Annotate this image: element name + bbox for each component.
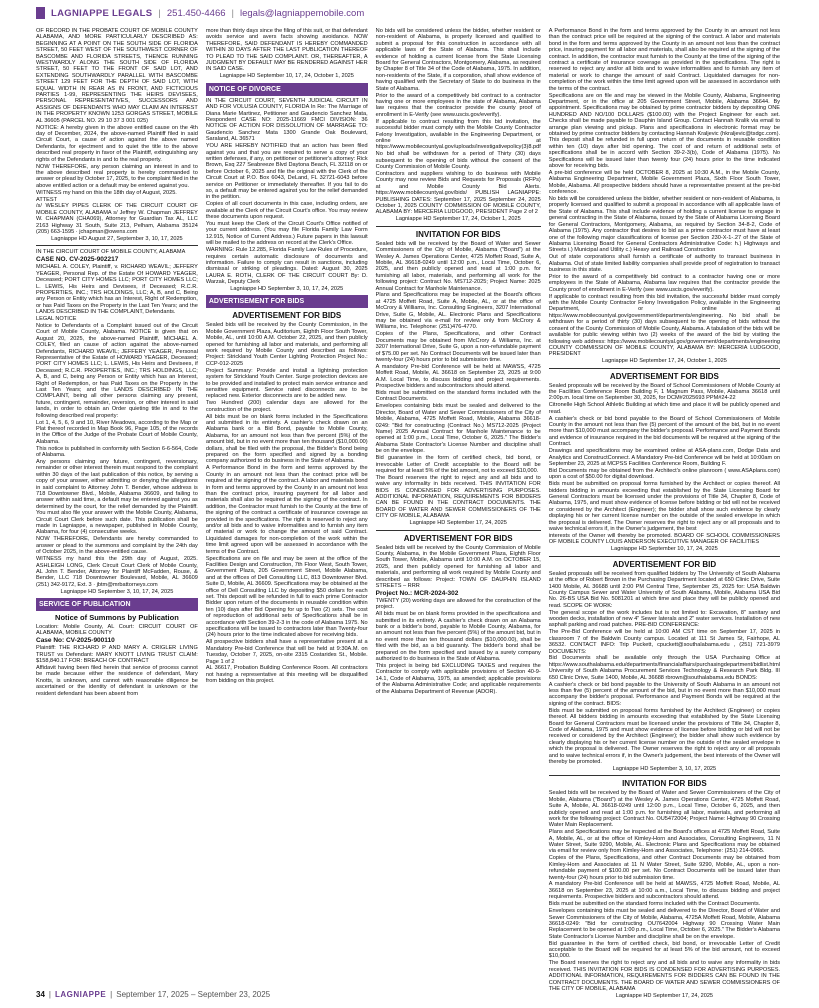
- column-4: [549, 28, 780, 1000]
- legal-paragraph: MICHAEL A. COLEY, Plaintiff, v. RICHARD WEAVIL; JEFFERY YEAGER, Personal Rep. of the Estate Of HOWARD YEAGER, Deceased; PORT CITY HOMES LLC; PORT CITY HOMES LLC; L. LEWIS, His Heirs and Devisees, if Deceased; R.C.R. PROPERTIES, INC.; TRS HOLDINGS, LLC; A, B, and C, Being any Person or Entity which has an Interest, Right of Redemption, or has Paid Taxes on the Property in the Last Ten Years; and the LANDS DESCRIBED IN THE COMPLAINT, Defendants.: [36, 264, 198, 316]
- divider: |: [231, 7, 234, 19]
- page-header: [36, 6, 780, 20]
- legal-paragraph: Plaintiff: THE RICHARD P AND MARY A. CRIGLER LIVING TRUST vs Defendant: MARY KNOTT LIVING TRUST CLAIM: $158,840.17 FOR: BREACH OF CONTRACT: [36, 645, 198, 665]
- notice-heading: INVITATION FOR BIDS: [622, 779, 707, 789]
- legal-paragraph: Bid guarantee in the form of certified check, bid bond, or irrevocable Letter of Credit acceptable to the Board will be required for at least 5% of the bid amount, not to exceed $10,000.: [548, 940, 780, 960]
- court-name: IN THE CIRCUIT COURT OF MOBILE COUNTY, ALABAMA: [36, 249, 186, 256]
- publication-dates: Lagniappe HD September 3, 10, 17, 24, 2025: [60, 588, 174, 595]
- publication-dates: Lagniappe HD August 27, September 3, 10, 17, 2025: [51, 236, 183, 242]
- legal-paragraph: A Performance Bond in the form and terms approved by the County in an amount not less than the contract price will be required at the signing of the contract. A labor and materials bond in form and terms approved by the County in an amount not less than the contract price, insuring payment for all labor and materials shall also be required at the signing of the contract. In addition, the Contractor must furnish to the County at the time of the signing of the contract a certificate of insurance coverage as provided in the specifications. The right is reserved to reject any and/or all bids and to waive informalities and to furnish any item of material or work to change the amount of said Contract. Liquidated damages for non-completion of the work within the time limit agreed upon will be assessed in accordance with the terms of the Contract.: [205, 465, 368, 555]
- column-3: [376, 28, 541, 1000]
- legal-paragraph: NOTICE: A hereby given in the above entitled cause on the 4th day of December, 2024, the above-named Plaintiff filed in said Circuit Court, a cause of action against the above named Defendants, for ejectment and to quiet the title to the above described real property in favor of the Plaintiff, extinguishing any rights of the Defendants in and to the real property.: [36, 124, 198, 163]
- publication-dates: Lagniappe HD September 17, 24, 2025: [615, 992, 714, 999]
- legal-paragraph: Notice to Defendants of a Complaint issued out of the Circuit Court of Mobile County, Alabama. NOTICE is given that on August 20, 2025, the above-named Plaintiff, MICHAEL A. COLEY, filed an cause of action against the above-named Defendants, RICHARD WEAVIL; JEFFERY YEAGER, Personal Representative of the Estate of HOWARD YEAGER, Deceased; PORT CITY HOMES LLC; L. LEWIS, His Heirs and Devisees, if Deceased; R.C.R. PROPERTIES, INC.; TRS HOLDINGS, LLC; A, B, and C, being any Person or Entity which has an Interest, Right of Redemption, or has Paid Taxes on the Property in the Last Ten Years; and the LANDS DESCRIBED IN THE COMPLAINT, being all other persons claiming any present, future, contingent, remainder, reversion, or other interest in said lands, in order to obtain an Order quieting title in and to the following described real property:: [36, 322, 198, 419]
- legal-paragraph: more than thirty days since the filing of this suit, or that defendant avoids service and avers facts showing avoidance. NOW THEREFORE, SAID DEFENDANT IS HEREBY COMMANDED WITHIN 30 DAYS AFTER THE LAST PUBLICATION THEREOF TO PLEAD TO THE SAID COMPLAINT. OR, THEREAFTER, A JUDGMENT BY DEFAULT MAY BE RENDERED AGAINST HER IN SAID CASE.: [205, 28, 368, 73]
- divider: |: [110, 990, 113, 999]
- legal-paragraph: WITNESS my hand this the 29th day of August, 2025. ASHLEIGH LONG, Clerk Circuit Court Clerk of Mobile County, AL John T. Bender, Attorney for Plaintiff McFadden, Rouse, & Bender, LLC 718 Downtowner Boulevard, Mobile, AL 36609 (251) 342-9172, Ext. 3 · jbtm@mrbattorneys.com: [36, 556, 198, 588]
- legal-paragraph: Any persons claiming any future, contingent, reversionary, remainder or other interest therein must respond to the complaint within 30 days of the last publication of this notice, by serving a copy of your answer, either admitting or denying the allegations in said complaint to Attorney John T. Bender, whose address is 718 Downtowner Blvd., Mobile, Alabama 36609, and failing to answer within said time, a default may be entered against you as determined by the court, for the relief demanded by the Plaintiff. You must also file your answer with the Mobile County, Alabama, Circuit Court Clerk before such date. This publication shall be made in Lagniappe, a newspaper, published in Mobile County, Alabama, for four (4) consecutive weeks.: [36, 459, 198, 536]
- legal-paragraph: Sealed bids will be received by the County Commission of Mobile County, Alabama, in the Mobile Government Plaza, Eighth Floor South Tower, Mobile, Alabama until 10:00 A.M. on OCTOBER 15, 2025, and then publicly opened for furnishing all labor and materials, and performing all work required by Mobile County and described as follows: Project: TOWN OF DAUPHIN ISLAND STREETS – RRR: [375, 544, 541, 589]
- publication-dates: Lagniappe HD September 3, 10, 17, 24, 2025: [230, 286, 344, 293]
- legal-paragraph: Specifications are on file and may be viewed in the Mobile County, Alabama, Engineering Department, or in the office at 205 Government Street, Mobile, Alabama 36644. By appointment. Specifications may be obtained by prime contractor bidders by depositing ONE HUNDRED AND NO/100 DOLLARS ($100.00) with the Project Engineer for each set. Checks shall be made payable to Dauphin Island Group. Contact Hannah Kralik via email to arrange plan viewing and pickup. Plans and specifications in electronic format may be obtained by prime contractor bidders by contacting Hannah Kraljevic (hkraljevic@tsdgc.com). This deposit shall be refunded in full upon return of the documents in reusable condition within ten (10) days after bid opening. The cost of and return of additional sets of specifications shall be in accord with Section 39-2-3(b), Code of Alabama (1975). No Specifications will be issued later than twenty four (24) hours prior to the time indicated above for receiving bids.: [548, 92, 780, 170]
- divider: |: [48, 990, 51, 999]
- legal-paragraph: OF RECORD IN THE PROBATE COURT OF MOBILE COUNTY ALABAMA, AND MORE PARTICULARLY DESCRIBED AS: BEGINNING AT A POINT ON THE SOUTH SIDE OF FLORIDA STREET, 50 FEET WEST OF THE SOUTHWEST CORNER OF BASCOMBE AND FLORIDA STREETS, THENCE RUNNING WESTWARDLY ALONG THE SOUTH SIDE OF FLORIDA STREET, 50 FEET TO THE FRONT OF SAID LOT, AND EXTENDING SOUTHWARDLY PARALLEL WITH BASCOMBE STREET 129 FEET FOR THE DEPTH OF SAID LOT, WITH EQUAL WIDTH IN REAR AS IN FRONT, AND FICTICIOUS PARTIES 1-99, REPRESENTING THE HEIRS DEVISEES, PERSONAL REPRESENTATIVES, SUCCESSORS AND ASSIGNS OF DEFENDANTS WHO MAY CLAIM AN INTEREST IN THE PROPERTY KNOWN 1253 GORGAS STREET, MOBILE AL 36605 (PARCEL NO. 29 10 37 3 001 025): [36, 28, 198, 124]
- legal-paragraph: A Performance Bond in the form and terms approved by the County in an amount not less than the contract price will be required at the signing of the contract. A labor and materials bond in the form and terms approved by the County in an amount not less than the contract price, insuring payment for all labor and materials, shall also be required at the signing of the contract. In addition, the contractor must furnish to the County at the time of the signing of the contract a certificate of insurance coverage as provided in the specifications. The right is reserved to reject any and/or all bids and to waive informalities and to furnish any item of material or work to change the amount of said Contract. Liquidated damages for non-completion of the work within the time limit agreed upon will be assessed in accordance with the terms of the contract.: [548, 28, 780, 92]
- legal-paragraph: No bid shall be withdrawn for a period of Thirty (30) days subsequent to the opening of bids without the consent of the County Commission of Mobile County.: [375, 151, 541, 171]
- legal-paragraph: Citronelle High School Athletic Building at which time and place it will be publicly opened and read.: [548, 402, 780, 415]
- legal-paragraph: No bids will be considered unless the bidder, whether resident or non-resident of Alabama, is properly licensed and qualified to submit a proposal in accordance with all applicable laws of the State of Alabama. This shall include evidence of holding a current license to engage in general contracting in the State of Alabama, issued by the State of Alabama Licensing Board for General Contractors, Montgomery, Alabama, as required by Section 34-8-2, Code of Alabama (1975). Any contractor that desires to bid as a prime contractor must have at least one of the following major classifications of license per Section 230-X-1-.27 of the State of Alabama Licensing Board for General Contractors Administrative Code: h.) Highways and Streets i.) Municipal and Utility c.) Heavy and Railroad Construction: [548, 196, 780, 254]
- legal-paragraph: This notice is published in conformity with Section 6-6-564, Code of Alabama.: [36, 445, 198, 459]
- legal-paragraph: If applicable to contract resulting from this bid invitation, the successful bidder must comply with the Mobile County Contractor Felony Investigation, available in the Engineering Department, or online at https://www.mobilecountyal.gov/uploads/investigativepolicy(3)8.pdf: [375, 118, 541, 151]
- divider: |: [158, 7, 161, 19]
- legal-paragraph: All bids must be on blank forms provided in the specifications and submitted in its entirety. A cashier's check drawn on an Alabama bank or a bidder's bond, payable to Mobile County, Alabama, for an amount not less than five percent (5%) of the amount bid, but in no event more than ten thousand dollars ($10,000.00), shall be filed with the bid, as a bid guaranty. The bidder's bond shall be prepared on the form specified and issued by a surety company authorized to do business in the State of Alabama.: [375, 611, 541, 663]
- legal-paragraph: A mandatory Pre-bid Conference will be held at MAWSS, 4725 Moffett Road, Mobile, AL 36618 on September 23, 2025 at 10:00 a.m., Local Time, to discuss bidding and project requirements. Prospective bidders and subcontractors should attend.: [548, 881, 780, 901]
- legal-paragraph: Copies of the Plans, Specifications, and other Contract Documents may be obtained from Kimley-Horn and Associates at 11 N Water Street, Suite 9290, Mobile, AL, upon a non-refundable payment of $100.00 per set. No Contract Documents will be issued later than twenty-four (24) hours prior to bid submission time.: [548, 855, 780, 881]
- column-1: [36, 28, 198, 1000]
- divider: [549, 556, 780, 557]
- legal-paragraph: Copies of the Plans, Specifications, and other Contract Documents may be obtained from McCrory & Williams, Inc. at 3207 International Drive, Suite G, upon a non-refundable payment of $75.00 per set. No Contract Documents will be issued later than twenty-four (24) hours prior to bid submission time.: [375, 331, 541, 363]
- legal-paragraph: The Board reserves the right to reject any and all bids and to waive any informality in bids received. THIS INVITATION FOR BIDS IS CONDENSED FOR ADVERTISING PURPOSES. ADDITIONAL INFORMATION, REQUIREMENTS FOR BIDDERS CAN BE FOUND IN THE CONTRACT DOCUMENTS. THE BOARD OF WATER AND SEWER COMMISSIONERS OF THE CITY OF MOBILE, ALABAMA: [548, 960, 780, 992]
- publication-dates: Lagniappe HD September 10, 17, 24, 2025: [611, 546, 718, 553]
- legal-paragraph: Two Hundred (200) calendar days are allowed for the construction of the project.: [205, 400, 368, 413]
- section-banner: SERVICE OF PUBLICATION: [36, 598, 198, 611]
- legal-paragraph: IN THE CIRCUIT COURT, SEVENTH JUDICIAL CIRCUIT IN AND FOR VOLUSIA COUNTY, FLORIDA In Re: The Marriage of Diana Marie Martinez, Petitioner and Gaudencio Sanchez Mata, Respondent CASE NO: 2025-11669 FMCI DIVISION: 36 NOTICE OF ACTION FOR DISSOLUTION OF MARRIAGE TO: Gaudencio Sanchez Mata 1300 Grande Oak Boulevard, Saraland, AL 36571: [205, 97, 368, 143]
- notice-heading: ADVERTISEMENT FOR BIDS: [232, 311, 342, 321]
- legal-paragraph: AL 36617, Probation Building Conference Room. All contractors not having a representative at this meeting will be disqualified from bidding on this project.: [205, 665, 368, 685]
- legal-paragraph: Bid Documents shall be available only through the USA Purchasing Office at https://www.southalabama.edu/departments/financialaffairs/purchasingdepartment/bidlist.html University of South Alabama Procurement Services Technology & Research Park Bldg. III 650 Clinic Drive, Suite 1400, Mobile, AL 36688 rbrown@southalabama.edu BONDS:: [548, 655, 780, 681]
- legal-paragraph: Plans and Specifications may be inspected at the Board's offices at 4725 Moffett Road, Suite A, Mobile, AL, or at the office of McCrory & Williams, Inc. Consulting Engineers, 3207 International Drive, Suite G, Mobile, AL. Electronic Plans and Specifications may be obtained via e-mail for review only from McCrory & Williams, Inc. Telephone: (251)476-4770.: [375, 292, 541, 331]
- case-number: CASE NO. CV-2025-902217: [36, 256, 119, 264]
- legal-paragraph: interests of the Owner will thereby be promoted. BOARD OF SCHOOL COMMISSIONERS OF MOBILE COUNTY LOUIS ANDERSON EXECUTIVE MANAGER OF FACILITIES: [548, 532, 780, 546]
- legal-paragraph: Location: Mobile County, AL Court: CIRCUIT COURT OF ALABAMA, MOBILE COUNTY: [36, 624, 198, 637]
- legal-paragraph: Prior to the award of a competitively bid contract to a contractor having one or more employees in the state of Alabama, Alabama law requires that the contractor provide the county proof of enrollment in E-Verify (see www.uscis.gov/everify).: [375, 92, 541, 118]
- email-address: legals@lagniappemobile.com: [239, 7, 365, 19]
- legal-paragraph: /s/ WESLEY PIPES CLERK OF THE CIRCUIT COURT OF MOBILE COUNTY, ALABAMA s/ Jeffrey W. Chapman JEFFREY W. CHAPMAN (CHA069), Attorney for Guardian Tax AL, LLC 2163 Highway 31 South, Suite 213, Pelham, Alabama 35124 (205) 663-1595 · jchapman@owens.com: [36, 203, 198, 236]
- legal-paragraph: Contractors and suppliers wishing to do business with Mobile County may now review Bids and Requests for Proposals (RFPs) at and Mobile County Bid Alerts. https://www.mobilecountyal.gov/bids/ PUBLISH LAGNIAPPE: PUBLISHING DATES: September 17, 2025 September 24, 2025 October 1, 2025 COUNTY COMMISSION OF MOBILE COUNTY, ALABAMA BY: MERCERIA LUDGOOD, PRESIDENT Page 2 of 2: [375, 170, 541, 216]
- case-number: Case No: CV-2025-900110: [36, 637, 115, 645]
- phone-number: 251.450-4466: [166, 7, 226, 19]
- legal-paragraph: No bids will be considered unless the bidder, whether resident or non-resident of Alabama, is properly licensed and qualified to submit a proposal for this construction in accordance with all applicable laws of the State of Alabama. This shall include evidence of holding a current license from the State Licensing Board for General Contractors, Montgomery, Alabama, as required by Chapter 8 of Title 34 of the Code of Alabama, 1975. In addition, non-residents of the State, if a corporation, shall show evidence of having qualified with the Secretary of State to do business in the State of Alabama.: [375, 28, 541, 92]
- publication-dates: Lagniappe HD September 3, 10, 17, 2025: [612, 765, 717, 772]
- legal-paragraph: Bids must be submitted on proposal forms furnished by the Architect (Engineer) or copies thereof. All bidders bidding in amounts exceeding that established by the State Licensing Board for General Contractors must be licensed under the provisions of Title 34, Chapter 8, Code of Alabama, 1975 and must show evidence of license before bidding or bid will not be received or considered by the Architect (Engineer); the bidder shall show such evidence by clearly displaying his or her current license number on the outside of the sealed envelope in which the proposal is delivered. The Owner reserves the right to reject any or all proposals and to waive technical errors if, in the Owner's judgement, the best interests of the Owner will thereby be promoted.: [548, 707, 780, 765]
- legal-paragraph: A pre-bid conference will be held OCTOBER 8, 2025 at 10:30 A.M., in the Mobile County, Alabama Engineering Department, Mobile Government Plaza, Sixth Floor South Tower, Mobile, Alabama. All prospective bidders should have a representative present at the pre-bid conference.: [548, 169, 780, 196]
- legal-paragraph: NOW THEREFORE, any person claiming an interest in and to the above described real property is hereby commanded to answer or plead by October 17, 2025, to the complaint filed in the above entitled action or a default may be entered against you.: [36, 163, 198, 189]
- legal-paragraph: A mandatory Pre-bid Conference will be held at MAWSS, 4725 Moffett Road, Mobile, AL 36618 on September 23, 2025 at 9:00 A.M. Local Time, to discuss bidding and project requirements. Prospective bidders and subcontractors should attend.: [375, 363, 541, 390]
- column-2: [206, 28, 368, 1000]
- legal-paragraph: Bid guarantee in the form of certified check, bid bond, or irrevocable Letter of Credit acceptable to the Board will be required for at least 5% of the bid amount, not to exceed $10,000.: [375, 455, 541, 474]
- page-footer: [36, 990, 780, 999]
- section-banner: NOTICE OF DIVORCE: [206, 83, 368, 96]
- legal-paragraph: Project Summary: Provide and install a lightning protection system for Strickland Youth Center. Surge protection devices are to be provided and installed to protect main service entrance and sensitive equipment. Service rated disconnects are to be replaced new. Exterior disconnects are to be added new.: [205, 367, 368, 400]
- divider: [549, 775, 780, 776]
- divider: [36, 245, 198, 246]
- legal-paragraph: Sealed bids will be received by the Board of Water and Sewer Commissioners of the City of Mobile, Alabama ("Board") at the Wesley A. James Operations Center, 4725 Moffett Road, Suite A, Mobile, AL 36618-0249 until 12:00 p.m., Local Time, October 6, 2025, and then publicly opened and read at 1:00 p.m. for furnishing all labor, materials, and performing all work for the following project: Contract No. MS712-2025; Project Name: 2025 Annual Contract for Manhole Maintenance.: [375, 240, 541, 292]
- legal-paragraph: A cashier's check or bid bond payable to the University of South Alabama in an amount not less than five (5) percent of the amount of the bid, but in no event more than $10,000 must accompany the bidder's proposal. Performance and Payment Bonds will be required at the signing of the contract. BIDS:: [548, 681, 780, 707]
- legal-paragraph: If applicable to contract resulting from this bid invitation, the successful bidder must comply with the Mobile County Contractor Felony Investigation Policy, available in the Engineering Department, or online at https://www.mobilecountyal.gov/government/departments/engineering. No bid shall be withdrawn for a period of thirty (30) days subsequent to the opening of bids without the consent of the County Commission of Mobile County, Alabama. A tabulation of the bids will be available for public viewing within two (2) weeks of the award of the bid by visiting the following web address: https://www.mobilecountyal.gov/government/departments/engineering COUNTY COMMISSION OF MOBILE COUNTY, ALABAMA BY: MERCERIA LUDGOOD, PRESIDENT: [548, 293, 780, 358]
- notice-heading: INVITATION FOR BIDS: [415, 229, 501, 239]
- legal-paragraph: Sealed bids will be received by the Board of Water and Sewer Commissioners of the City of Mobile, Alabama ("Board") at the Wesley A. James Operations Center, 4725 Moffett Road, Suite A, Mobile, AL 36618-0249 until 12:00 p.m., Local Time, October 6, 2025, and then publicly opened and read at 1:00 p.m. for furnishing all labor, materials, and performing all work for the following project: Contract No. OU5472004; Project Name: Highway 90 Crossing Water Main Replacement.: [548, 790, 780, 829]
- legal-paragraph: The Pre-Bid Conference will be held at 10:00 AM CST time on September 17, 2025 in classroom 7 of the Baldwin County campus. Located at 111 St James St, Fairhope, AL 36532. CONTACT INFO: Trip Puckett, cpuckett@southalabama.edu , (251) 721-3979 DOCUMENTS:: [548, 629, 780, 655]
- legal-paragraph: Specifications are on file and may be seen at the office of the Facilities Design and Construction, 7th Floor West, South Tower, Government Plaza, 205 Government Street, Mobile Alabama, and at the offices of Dell Consulting LLC, 813 Downtowner Blvd. Suite D, Mobile, AL 36609. Specifications may be obtained at the office of Dell Consulting LLC by depositing $50 dollars for each set. This deposit will be refunded in full to each prime Contractor Bidder upon return of the documents in reusable condition within ten (10) days after Bid Opening for up to Two (2) sets. The cost of reproduction of additional sets of Specifications shall be in accordance with Section 39-2-3 in the code of Alabama 1975. No specifications will be issued to contractors later than Twenty-four (24) hours prior to the time indicated above for receiving bids.: [205, 555, 368, 639]
- publication-dates: Lagniappe HD September 17, 24, October 1, 2025: [395, 216, 521, 223]
- legal-paragraph: A cashier's check or bid bond payable to the Board of School Commissioners of Mobile County in the amount not less than five (5) percent of the amount of the bid, but in no event more than $10,000 must accompany the bidder's proposal. Performance and Payment Bonds and evidence of insurance required in the bid documents will be required at the signing of the Contract.: [548, 415, 780, 448]
- legal-paragraph: The Board reserves the right to reject any and all bids and to waive any informality in bids received. THIS INVITATION FOR BIDS IS CONDENSED FOR ADVERTISING PURPOSES. ADDITIONAL INFORMATION, REQUIREMENTS FOR BIDDERS CAN BE FOUND IN THE CONTRACT DOCUMENTS. THE BOARD OF WATER AND SEWER COMMISSIONERS OF THE CITY OF MOBILE, ALABAMA: [375, 474, 541, 520]
- legal-paragraph: Drawings and specifications may be examined online at ASA-plans.com, Dodge Data and Analytics and ConstructConnect. A Mandatory Pre-bid Conference will be held at 10:00am on September 23, 2025 at MCPSS Facilities Conference Room, Building F.: [548, 448, 780, 467]
- legal-paragraph: Envelopes containing bids must be sealed and delivered to the Director, Board of Water and Sewer Commissioners of the City of Mobile, Alabama, 4725A Moffett Road, Mobile, Alabama 36618-0249: "Bid for constructing OU7642004 Highway 90 Crossing Water Main Replacement to be opened at 1:00 p.m., Local Time, October 6, 2025." The Bidder's Alabama State Contractor's License Number and discipline shall be on the envelope.: [548, 908, 780, 940]
- page-number: 34: [36, 990, 45, 999]
- divider: [376, 226, 541, 227]
- legal-paragraph: Affidavit having been filed herein that service of process cannot be made because either the residence of defendant, Mary Knotts, is unknown, and cannot with reasonable diligence be ascertained or the identity of defendant is unknown or the resident defendant has been absent from: [36, 665, 198, 697]
- legal-paragraph: All prospective bidders shall have a representative present at a Mandatory Pre-bid Conference that will be held at 9:30A.M. on Tuesday, October 7, 2025, on-site 2315 Costarides St., Mobile. Page 1 of 2: [205, 639, 368, 665]
- legal-paragraph: Plans and Specifications may be inspected at the Board's offices at 4725 Moffett Road, Suite A, Mobile, AL, or at the office of Kimley-Horn and Associates, Consulting Engineers, 11 N Water Street, Suite 9290, Mobile, AL. Electronic Plans and Specifications may be obtained via email for review only from Kimley-Horn and Associates, Telephone: (251) 214-0965.: [548, 829, 780, 855]
- legal-paragraph: Bids must be submitted on the standard forms included with the Contract Documents.: [375, 390, 541, 403]
- project-number: Project No.: MCR-2024-302: [375, 589, 459, 597]
- legal-paragraph: This project is being bid EXCLUDING TAXES and requires the Contractor to comply with applicable provisions of Section 40-9-14.1, Code of Alabama, 1975, as amended; applicable provisions of the Alabama Administrative Code; and applicable requirements of the Alabama Department of Revenue (ADOR).: [375, 662, 541, 695]
- legal-paragraph: Sealed proposals will be received by the Board of School Commissioners of Mobile County at the Facilities Conference Room Building F, 1 Magnum Pass, Mobile, Alabama 36618 until 2:00p.m. local time on September 30, 2025, for DCM#2025693 PPM#24-22: [548, 382, 780, 402]
- publication-dates: Lagniappe HD September 17, 24, 2025: [409, 520, 507, 527]
- legal-paragraph: Out of state corporations shall furnish a certificate of authority to transact business in Alabama. Out of state limited liability companies shall provide proof of registration to transact business in this state.: [548, 254, 780, 274]
- publication-dates: Lagniappe HD September 17, 24, October 1, 2025: [601, 358, 727, 365]
- legal-paragraph: Copies of all court documents in this case, including orders, are available at the Clerk of the Circuit Court's office. You may review these documents upon request.: [205, 201, 368, 221]
- legal-paragraph: Bids must be submitted on proposal forms furnished by the Architect or copies thereof. All bidders bidding in amounts exceeding that established by the State Licensing Board for General Contractors must be licensed under the provisions of Title 34, Chapter 8, Code of Alabama, 1975, and must show evidence of license before bidding or bid will not be received or considered by the Architect (Engineer); the bidder shall show such evidence by clearly displaying his or her current license number on the outside of the sealed envelope in which the proposal is delivered. The Owner reserves the right to reject any or all proposals and to waive technical errors if, in the Owner's judgement, the best: [548, 481, 780, 533]
- notice-heading: ADVERTISEMENT FOR BID: [612, 559, 717, 569]
- legal-paragraph: The general scope of the work includes but is not limited to: Excavation, 8" sanitary and wooden decks, installation of new 4" Sewer laterals and 2" water services. Installation of new asphalt parking and road patches. PRE-BID CONFERENCE:: [548, 609, 780, 629]
- legal-paragraph: TWENTY (20) working days are allowed for the construction of the project.: [375, 597, 541, 611]
- notice-title: Notice of Summons by Publication: [55, 613, 179, 623]
- legal-paragraph: Bids must be submitted on the standard forms included with the Contract Documents.: [548, 901, 761, 908]
- legal-paragraph: Lot 1, 4, 5, 6, 9 and 10, River Meadows, according to the Map or Plat thereof recorded in Map Book 96, Page 105, of the records in the Office of the Judge of the Probate Court of Mobile County, Alabama.: [36, 419, 198, 445]
- issue-dates: September 17, 2025 – September 23, 2025: [116, 990, 271, 999]
- legal-paragraph: WARNING: Rule 12.285, Florida Family Law Rules of Procedure, requires certain automatic disclosure of documents and information. Failure to comply can result in sanctions, including dismissal or striking of pleadings. Dated: August 30, 2025 LAURA E. ROTH, CLERK OF THE CIRCUIT COURT By: D. Warzak, Deputy Clerk: [205, 247, 368, 286]
- legal-paragraph: LEGAL NOTICE: [36, 316, 77, 323]
- divider: [549, 368, 780, 369]
- notice-heading: ADVERTISEMENT FOR BIDS: [609, 371, 719, 381]
- legal-paragraph: You must keep the Clerk of the Circuit Court's Office notified of your current address. (You may file Florida Family Law Form 12.915, Notice of Current Address.) Future papers in this lawsuit will be mailed to the address on record at the Clerk's Office.: [205, 220, 368, 247]
- legal-paragraph: Sealed bids will be received by the County Commission, in the Mobile Government Plaza, Auditorium, Eighth Floor South Tower, Mobile, AL, until 10:00 A.M. October 22, 2025, and then publicly opened for furnishing all labor and materials, and performing all work required by Mobile County and described as follows: Project: Strickland Youth Center Lighting Protection Project No.: CCP-012-2025: [205, 322, 368, 367]
- legal-paragraph: Bid Documents may be obtained from the Architect's online planroom ( www.ASAplans.com) upon a cost of $50.00 for digital download.: [548, 467, 780, 481]
- legal-paragraph: NOW THEREFORE, Defendants are hereby commanded to answer or plead to the summons and complaint by the 24th day of October 2025, in the above-entitled cause.: [36, 536, 198, 556]
- publication-dates: Lagniappe HD September 10, 17, 24, October 1, 2025: [219, 73, 354, 80]
- legal-paragraph: Sealed proposals will be received from qualified bidders by The University of South Alabama at the office of Robert Brown in the Purchasing Department located at 650 Clinic Drive, Suite 1400 Mobile, AL 36688 until 2:00 PM Central Time, September 25, 2025 for: USA Baldwin County Campus Sewer and Water University of South Alabama, Mobile, Alabama USA Bid No. 26-BS USA Bid No. 5081201 at which time and place they will be publicly opened and read. SCOPE OF WORK:: [548, 570, 780, 609]
- legal-paragraph: WITNESS my hand on this the 18th day of August, 2025.: [36, 189, 177, 196]
- legal-paragraph: ATTEST: [36, 196, 58, 203]
- section-banner: ADVERTISEMENT FOR BIDS: [206, 295, 368, 308]
- legal-paragraph: YOU ARE HEREBY NOTIFIED that an action has been filed against you and that you are required to serve a copy of your written defenses, if any, on petitioner or petitioner's attorney: Rick Brown, Esq 227 Seabreeze Blvd Daytona Beach, FL 32118 on or before October 6, 2025 and file the original with the Clerk of the Circuit Court at P.O. Box 6043, DeLand, FL 32721-6043 before service on Petitioner or immediately thereafter. If you fail to do so, a default may be entered against you for the relief demanded in the petition.: [205, 143, 368, 201]
- publication-name: LAGNIAPPE: [54, 990, 107, 999]
- section-title: LAGNIAPPE LEGALS: [51, 7, 153, 19]
- legal-paragraph: Prior to the award of a competitively bid contract to a contractor having one or more employees in the State of Alabama, Alabama law requires that the contractor provide the County proof of enrollment in E-Verify (see www.uscis.gov/everify).: [548, 273, 780, 293]
- legal-paragraph: All bids must be on blank forms included in the Specifications and submitted in its entirety. A cashier's check drawn on an Alabama bank or a Bid Bond, payable to Mobile County, Alabama, for an amount not less than five percent (5%) of the amount bid, but in no event more than ten thousand ($10,000.00) dollars, shall be filed with the proposal, the Bidder's Bond being prepared on the form specified and signed by a bonding company authorized to do business in the State of Alabama.: [205, 413, 368, 465]
- header-color-block: [36, 7, 45, 19]
- notice-heading: ADVERTISEMENT FOR BIDS: [403, 533, 513, 543]
- legal-paragraph: Envelopes containing bids must be sealed and delivered to the Director, Board of Water and Sewer Commissioners of the City of Mobile, Alabama, 4725 Moffett Road, Mobile, Alabama 36618-0249: "Bid for constructing (Contract No.) MS712-2025 (Project Name) 2025 Annual Contract for Manhole Maintenance to be opened at 1:00 p.m., Local Time, October 6, 2025." The Bidder's Alabama State Contractor's License Number and discipline shall be on the envelope.: [375, 403, 541, 455]
- divider: [376, 530, 541, 531]
